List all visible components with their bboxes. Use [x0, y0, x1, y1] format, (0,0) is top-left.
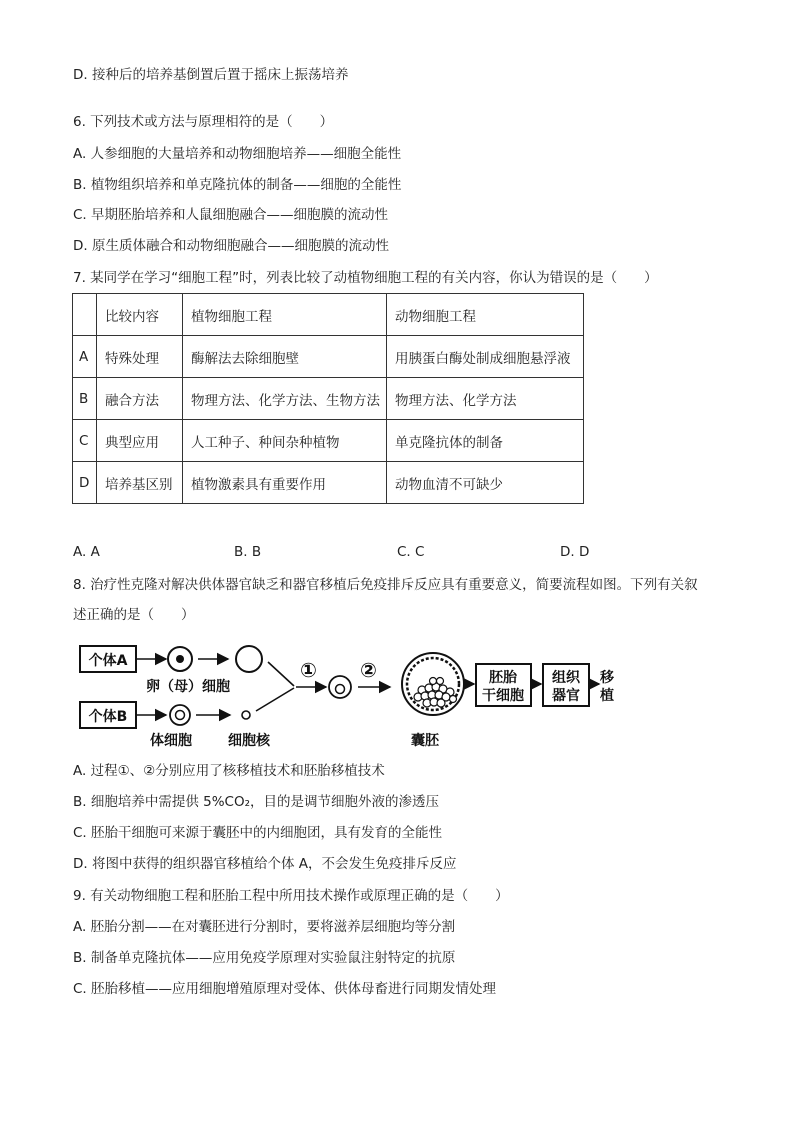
q5-option-d: D. 接种后的培养基倒置后置于摇床上振荡培养 — [73, 67, 349, 83]
q8-option-b: B. 细胞培养中需提供 5%CO₂，目的是调节细胞外液的渗透压 — [73, 794, 440, 810]
table-cell: 物理方法、化学方法、生物方法 — [183, 378, 387, 420]
q8-stem-line2: 述正确的是（ ） — [73, 607, 195, 623]
table-header-cell: 植物细胞工程 — [183, 294, 387, 336]
reconstructed-nucleus — [336, 685, 345, 694]
step-1-label: ① — [300, 658, 317, 682]
transplant-label-line1: 移 — [600, 670, 614, 686]
merge-line — [256, 688, 294, 711]
enucleated-egg — [236, 646, 262, 672]
table-header-cell — [73, 294, 97, 336]
table-header-row — [73, 294, 584, 336]
isolated-nucleus — [242, 711, 250, 719]
table-row — [73, 378, 584, 420]
q7-choice-c: C. C — [397, 544, 425, 560]
cloning-flow-diagram — [72, 638, 632, 754]
q6-option-d: D. 原生质体融合和动物细胞融合——细胞膜的流动性 — [73, 238, 389, 254]
q7-choice-a: A. A — [73, 544, 100, 560]
individual-a-label: 个体A — [88, 653, 128, 669]
egg-label: 卵（母）细胞 — [146, 679, 230, 695]
q8-option-d: D. 将图中获得的组织器官移植给个体 A，不会发生免疫排斥反应 — [73, 856, 457, 872]
q8-option-c: C. 胚胎干细胞可来源于囊胚中的内细胞团，具有发育的全能性 — [73, 825, 443, 841]
egg-nucleus — [176, 655, 184, 663]
transplant-label-line2: 植 — [600, 688, 614, 704]
organ-label-line2: 器官 — [552, 688, 580, 704]
somatic-nucleus — [176, 711, 185, 720]
q9-stem: 9. 有关动物细胞工程和胚胎工程中所用技术操作或原理正确的是（ ） — [73, 888, 509, 904]
table-cell: B — [73, 378, 97, 420]
esc-label-line2: 干细胞 — [482, 688, 524, 704]
table-cell: 特殊处理 — [97, 336, 183, 378]
table-cell: 融合方法 — [97, 378, 183, 420]
q9-option-a: A. 胚胎分割——在对囊胚进行分割时，要将滋养层细胞均等分割 — [73, 919, 456, 935]
table-row — [73, 420, 584, 462]
table-cell: 物理方法、化学方法 — [387, 378, 584, 420]
table-row — [73, 336, 584, 378]
comparison-table — [72, 293, 584, 504]
q6-stem: 6. 下列技术或方法与原理相符的是（ ） — [73, 114, 334, 130]
esc-label-line1: 胚胎 — [489, 670, 517, 686]
table-cell: A — [73, 336, 97, 378]
q7-stem: 7. 某同学在学习“细胞工程”时，列表比较了动植物细胞工程的有关内容，你认为错误的是（ ） — [73, 270, 658, 286]
table-cell: 人工种子、种间杂种植物 — [183, 420, 387, 462]
q9-option-c: C. 胚胎移植——应用细胞增殖原理对受体、供体母畜进行同期发情处理 — [73, 981, 497, 997]
table-cell: 酶解法去除细胞壁 — [183, 336, 387, 378]
q7-choice-d: D. D — [560, 544, 590, 560]
individual-b-label: 个体B — [88, 709, 128, 725]
q6-option-a: A. 人参细胞的大量培养和动物细胞培养——细胞全能性 — [73, 146, 402, 162]
blastocyst-label: 囊胚 — [411, 733, 439, 749]
table-header-cell: 比较内容 — [97, 294, 183, 336]
table-cell: C — [73, 420, 97, 462]
organ-label-line1: 组织 — [552, 670, 580, 686]
table-cell: 用胰蛋白酶处制成细胞悬浮液 — [387, 336, 584, 378]
table-cell: 单克隆抗体的制备 — [387, 420, 584, 462]
blastocyst — [402, 653, 464, 715]
step-2-label: ② — [360, 658, 377, 682]
q8-stem-line1: 8. 治疗性克隆对解决供体器官缺乏和器官移植后免疫排斥反应具有重要意义，简要流程如图。下列有关叙 — [73, 577, 698, 593]
table-cell: 动物血清不可缺少 — [387, 462, 584, 504]
q8-option-a: A. 过程①、②分别应用了核移植技术和胚胎移植技术 — [73, 763, 385, 779]
somatic-label: 体细胞 — [150, 733, 192, 749]
table-cell: 培养基区别 — [97, 462, 183, 504]
table-row — [73, 462, 584, 504]
table-header-cell: 动物细胞工程 — [387, 294, 584, 336]
nucleus-label: 细胞核 — [228, 733, 270, 749]
merge-line — [268, 662, 294, 686]
q6-option-c: C. 早期胚胎培养和人鼠细胞融合——细胞膜的流动性 — [73, 207, 389, 223]
q9-option-b: B. 制备单克隆抗体——应用免疫学原理对实验鼠注射特定的抗原 — [73, 950, 456, 966]
table-cell: 典型应用 — [97, 420, 183, 462]
q7-choice-b: B. B — [234, 544, 262, 560]
table-cell: D — [73, 462, 97, 504]
table-cell: 植物激素具有重要作用 — [183, 462, 387, 504]
q6-option-b: B. 植物组织培养和单克隆抗体的制备——细胞的全能性 — [73, 177, 402, 193]
